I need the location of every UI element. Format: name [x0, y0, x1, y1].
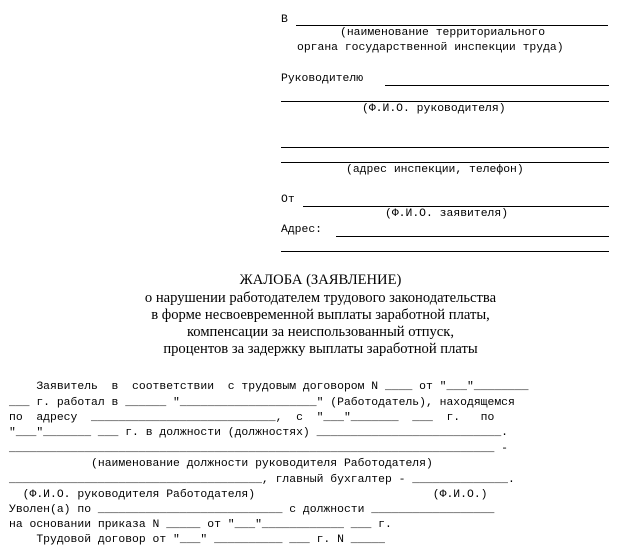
document-subtitle-1: о нарушении работодателем трудового законодательства — [144, 290, 497, 306]
document-subtitle-4: процентов за задержку выплаты заработной платы — [163, 341, 478, 357]
applicant-address-line-1 — [336, 236, 609, 237]
applicant-caption: (Ф.И.О. заявителя) — [385, 208, 509, 220]
body-line-9: Уволен(а) по ___________________________ с должности __________________ — [9, 504, 495, 516]
inspection-name-caption-1: (наименование территориального — [340, 27, 546, 39]
body-line-5: _______________________________________________________________________ - — [9, 443, 508, 455]
from-label: От — [281, 194, 295, 206]
head-line-1 — [385, 85, 609, 86]
address-label: Адрес: — [281, 224, 323, 236]
body-line-6: (наименование должности руководителя Работодателя) — [9, 458, 433, 470]
body-line-8: (Ф.И.О. руководителя Работодателя) (Ф.И.О.) — [9, 489, 488, 501]
head-label: Руководителю — [281, 73, 364, 85]
document-subtitle-3: компенсации за неиспользованный отпуск, — [186, 324, 455, 340]
body-line-2: ___ г. работал в ______ "____________________" (Работодатель), находящемся — [9, 397, 515, 409]
body-line-10: на основании приказа N _____ от "___"____________ ___ г. — [9, 519, 392, 531]
inspection-name-caption-2: органа государственной инспекции труда) — [297, 42, 564, 54]
to-prefix: В — [281, 14, 288, 26]
body-line-1: Заявитель в соответствии с трудовым договором N ____ от "___"________ — [9, 381, 529, 393]
applicant-address-line-2 — [281, 251, 609, 252]
body-line-4: "___"_______ ___ г. в должности (должностях) ___________________________. — [9, 427, 508, 439]
body-line-11: Трудовой договор от "___" __________ ___ г. N _____ — [9, 534, 385, 546]
body-line-7: _____________________________________, главный бухгалтер - ______________. — [9, 474, 515, 486]
address-caption: (адрес инспекции, телефон) — [346, 164, 524, 176]
body-line-3: по адресу ___________________________, с "___"_______ ___ г. по — [9, 412, 495, 424]
document-subtitle-2: в форме несвоевременной выплаты заработной платы, — [151, 307, 490, 323]
document-title: ЖАЛОБА (ЗАЯВЛЕНИЕ) — [239, 272, 402, 288]
inspection-address-line-1 — [281, 147, 609, 148]
head-caption: (Ф.И.О. руководителя) — [362, 103, 506, 115]
